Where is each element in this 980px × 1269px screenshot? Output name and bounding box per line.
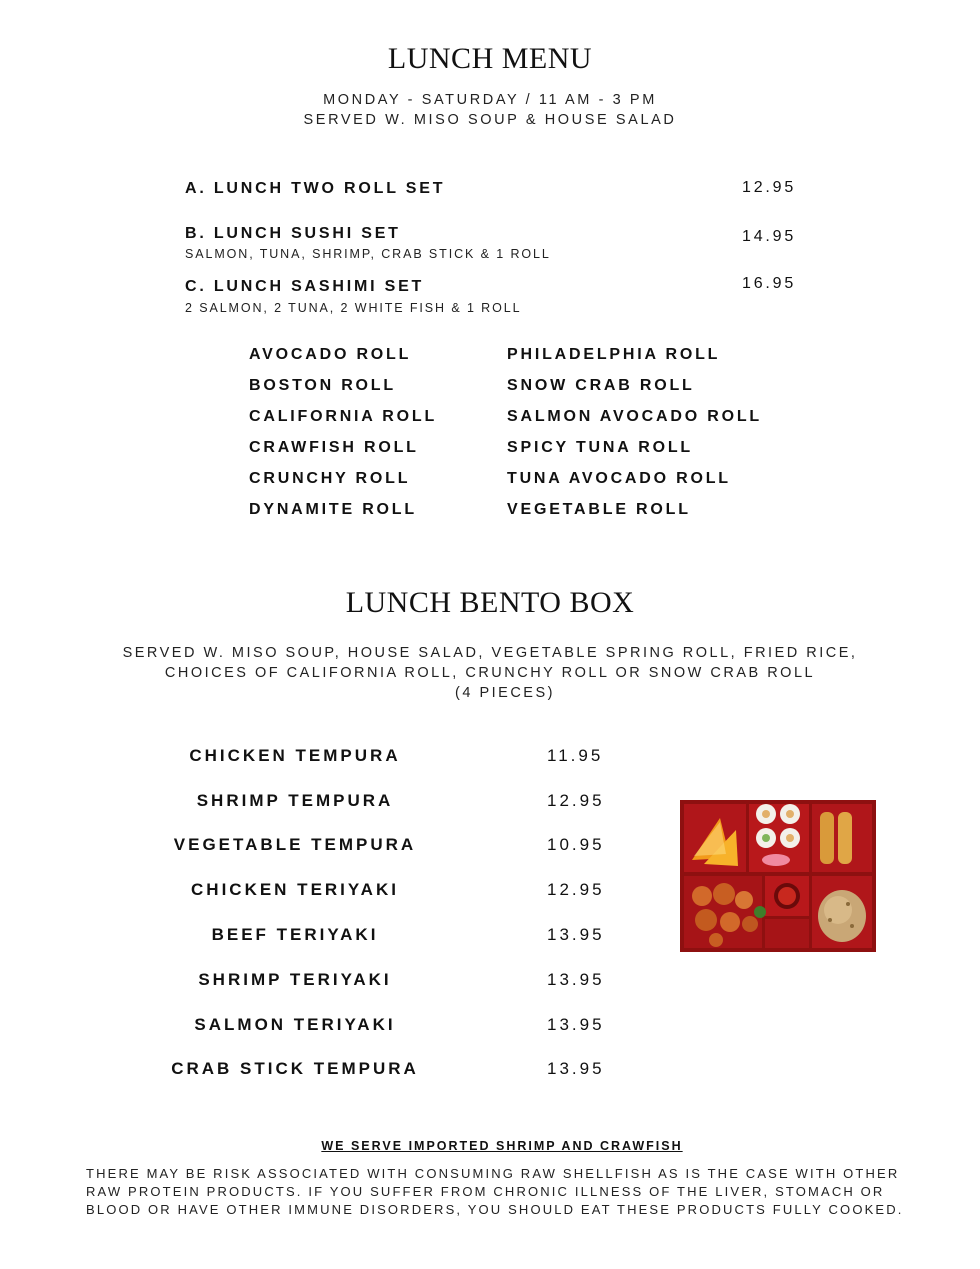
lunch-hours: MONDAY - SATURDAY / 11 AM - 3 PM [323, 92, 657, 108]
set-b-price: 14.95 [742, 228, 797, 245]
bento-item-price: 12.95 [547, 880, 605, 899]
set-b-name: B. LUNCH SUSHI SET [185, 225, 401, 242]
bento-item-name: VEGETABLE TEMPURA [173, 835, 417, 854]
disclaimer-line3: BLOOD OR HAVE OTHER IMMUNE DISORDERS, YOU SHOULD EAT THESE PRODUCTS FULLY COOKED. [86, 1202, 904, 1217]
bento-item-price: 13.95 [547, 1015, 605, 1034]
imported-shrimp-notice: WE SERVE IMPORTED SHRIMP AND CRAWFISH [321, 1139, 683, 1153]
bento-item-price: 10.95 [547, 835, 605, 854]
bento-item-price: 11.95 [547, 746, 604, 765]
lunch-menu-title: LUNCH MENU [387, 42, 593, 75]
bento-item-price: 12.95 [547, 791, 605, 810]
bento-item-name: CHICKEN TERIYAKI [191, 880, 399, 899]
set-a-price: 12.95 [742, 179, 797, 196]
roll-item: BOSTON ROLL [249, 377, 396, 394]
roll-item: VEGETABLE ROLL [507, 501, 691, 518]
bento-item-name: CRAB STICK TEMPURA [171, 1059, 419, 1078]
disclaimer-line1: THERE MAY BE RISK ASSOCIATED WITH CONSUMING RAW SHELLFISH AS IS THE CASE WITH OTHER [86, 1166, 900, 1181]
roll-item: AVOCADO ROLL [249, 346, 412, 363]
roll-item: SALMON AVOCADO ROLL [507, 408, 762, 425]
roll-item: DYNAMITE ROLL [249, 501, 417, 518]
set-c-desc: 2 SALMON, 2 TUNA, 2 WHITE FISH & 1 ROLL [185, 301, 522, 315]
roll-item: CALIFORNIA ROLL [249, 408, 438, 425]
disclaimer-line2: RAW PROTEIN PRODUCTS. IF YOU SUFFER FROM CHRONIC ILLNESS OF THE LIVER, STOMACH OR [86, 1184, 885, 1199]
roll-item: SPICY TUNA ROLL [507, 439, 694, 456]
roll-item: CRUNCHY ROLL [249, 470, 411, 487]
set-c-name: C. LUNCH SASHIMI SET [185, 278, 425, 295]
bento-desc-line2: CHOICES OF CALIFORNIA ROLL, CRUNCHY ROLL OR SNOW CRAB ROLL [164, 665, 816, 681]
bento-title: LUNCH BENTO BOX [345, 586, 635, 619]
roll-item: SNOW CRAB ROLL [507, 377, 695, 394]
bento-item-price: 13.95 [547, 925, 605, 944]
bento-desc-line1: SERVED W. MISO SOUP, HOUSE SALAD, VEGETABLE SPRING ROLL, FRIED RICE, [122, 645, 858, 661]
bento-item-name: SALMON TERIYAKI [194, 1015, 396, 1034]
roll-item: TUNA AVOCADO ROLL [507, 470, 731, 487]
bento-item-name: SHRIMP TEMPURA [196, 791, 394, 810]
set-c-price: 16.95 [742, 275, 797, 292]
bento-desc-line3: (4 PIECES) [455, 685, 555, 701]
bento-item-name: SHRIMP TERIYAKI [198, 970, 392, 989]
set-b-desc: SALMON, TUNA, SHRIMP, CRAB STICK & 1 ROLL [185, 247, 551, 261]
bento-item-price: 13.95 [547, 970, 605, 989]
roll-item: CRAWFISH ROLL [249, 439, 419, 456]
bento-item-price: 13.95 [547, 1059, 605, 1078]
roll-item: PHILADELPHIA ROLL [507, 346, 721, 363]
lunch-served-with: SERVED W. MISO SOUP & HOUSE SALAD [303, 112, 677, 128]
bento-item-name: CHICKEN TEMPURA [189, 746, 401, 765]
bento-box-photo [680, 800, 876, 952]
bento-item-name: BEEF TERIYAKI [211, 925, 379, 944]
set-a-name: A. LUNCH TWO ROLL SET [185, 180, 446, 197]
